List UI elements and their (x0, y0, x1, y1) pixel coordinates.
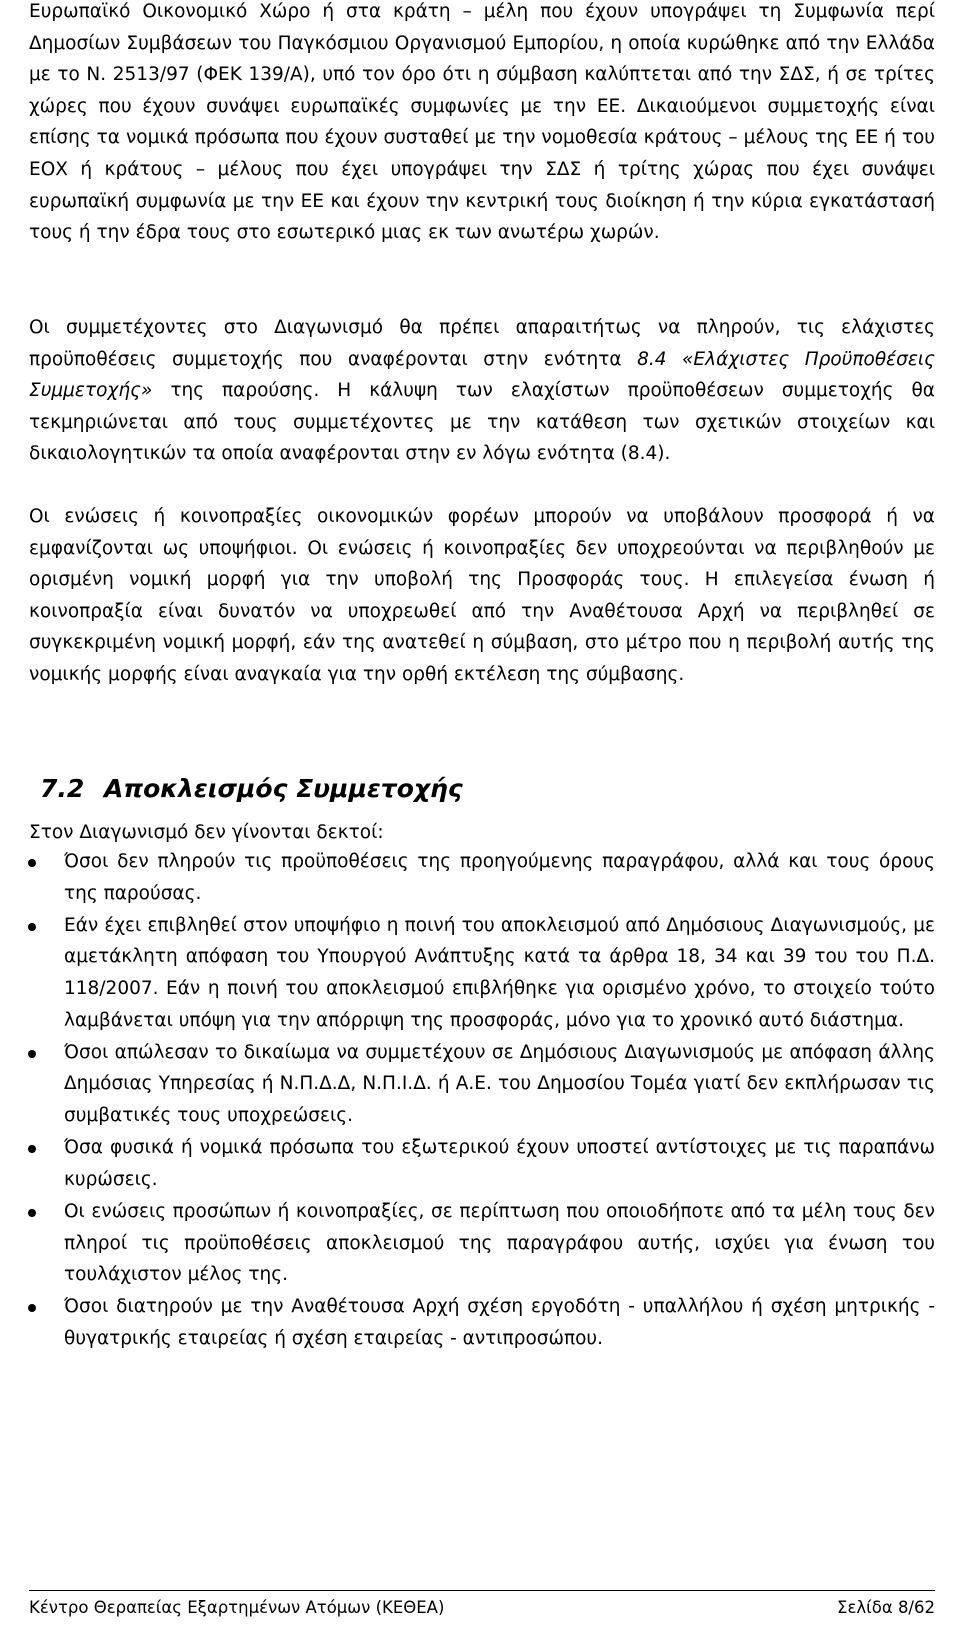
footer-organization: Κέντρο Θεραπείας Εξαρτημένων Ατόμων (ΚΕΘΕΑ) (29, 1598, 445, 1617)
exclusion-intro: Στον Διαγωνισμό δεν γίνονται δεκτοί: (29, 822, 384, 843)
list-item (0, 846, 935, 909)
footer-divider (29, 1590, 935, 1591)
list-item (0, 1132, 935, 1195)
list-item (0, 1291, 935, 1354)
paragraph-eligibility: Ευρωπαϊκό Οικονομικό Χώρο ή στα κράτη – μέλη που έχουν υπογράψει τη Συμφωνία περί Δημοσίων Συμβάσεων του Παγκόσμιου Οργανισμού Εμπορίου, η οποία κυρώθηκε από την Ελλάδα με το Ν. 2513/97 (ΦΕΚ 139/Α), υπό τον όρο ότι η σύμβαση καλύπτεται από την ΣΔΣ, ή σε τρίτες χώρες που έχουν συνάψει ευρωπαϊκές συμφωνίες με την ΕΕ. Δικαιούμενοι συμμετοχής είναι επίσης τα νομικά πρόσωπα που έχουν συσταθεί με την νομοθεσία κράτους – μέλους της ΕΕ ή του ΕΟΧ ή κράτους – μέλους που έχει υπογράψει την ΣΔΣ ή τρίτης χώρας που έχει συνάψει ευρωπαϊκή συμφωνία με την ΕΕ και έχουν την κεντρική τους διοίκηση ή την κύρια εγκατάστασή τους ή την έδρα τους στο εσωτερικό μιας εκ των ανωτέρω χωρών. (29, 1, 935, 244)
list-item (0, 1196, 935, 1291)
section-number: 7.2 (40, 774, 85, 803)
bullet-icon (28, 1304, 36, 1312)
list-item-text: Όσοι απώλεσαν το δικαίωμα να συμμετέχουν σε Δημόσιους Διαγωνισμούς με απόφαση άλλης Δημόσιας Υπηρεσίας ή Ν.Π.Δ.Δ, Ν.Π.Ι.Δ. ή Α.Ε. του Δημοσίου Τομέα γιατί δεν εκπλήρωσαν τις συμβατικές τους υποχρεώσεις. (64, 1041, 935, 1126)
section-heading (40, 772, 920, 806)
paragraph-2-text-before: Οι συμμετέχοντες στο Διαγωνισμό θα πρέπει απαραιτήτως να πληρούν, τις ελάχιστες προϋποθέσεις συμμετοχής που αναφέρονται στην ενότητα (29, 317, 935, 370)
list-item-text: Οι ενώσεις προσώπων ή κοινοπραξίες, σε περίπτωση που οποιοδήποτε από τα μέλη τους δεν πληροί τις προϋποθέσεις αποκλεισμού της παραγράφου αυτής, ισχύει για ένωση του τουλάχιστον μέλος της. (64, 1200, 935, 1286)
paragraph-minimum-requirements (29, 312, 935, 470)
bullet-icon (28, 1145, 36, 1153)
bullet-icon (28, 859, 36, 867)
paragraph-2-text-after: της παρούσης. Η κάλυψη των ελαχίστων προϋποθέσεων συμμετοχής θα τεκμηριώνεται από τους συμμετέχοντες με την κατάθεση των σχετικών στοιχείων και δικαιολογητικών τα οποία αναφέρονται στην εν λόγω ενότητα (8.4). (29, 380, 935, 465)
section-reference-8-4: 8.4 «Ελάχιστες Προϋποθέσεις Συμμετοχής» (29, 348, 935, 402)
list-item (0, 910, 935, 1036)
exclusion-list (0, 846, 935, 1355)
list-item-text: Όσοι διατηρούν με την Αναθέτουσα Αρχή σχέση εργοδότη - υπαλλήλου ή σχέση μητρικής - θυγατρικής εταιρείας ή σχέση εταιρείας - αντιπροσώπου. (64, 1296, 935, 1349)
section-title: Αποκλεισμός Συμμετοχής (104, 774, 463, 803)
list-item-text: Όσα φυσικά ή νομικά πρόσωπα του εξωτερικού έχουν υποστεί αντίστοιχες με τις παραπάνω κυρώσεις. (64, 1137, 935, 1190)
paragraph-consortia: Οι ενώσεις ή κοινοπραξίες οικονομικών φορέων μπορούν να υποβάλουν προσφορά ή να εμφανίζονται ως υποψήφιοι. Οι ενώσεις ή κοινοπραξίες δεν υποχρεούνται να περιβληθούν με ορισμένη νομική μορφή για την υποβολή της Προσφοράς τους. Η επιλεγείσα ένωση ή κοινοπραξία είναι δυνατόν να υποχρεωθεί από την Αναθέτουσα Αρχή να περιβληθεί σε συγκεκριμένη νομική μορφή, εάν της ανατεθεί η σύμβαση, στο μέτρο που η περιβολή αυτής της νομικής μορφής είναι αναγκαία για την ορθή εκτέλεση της σύμβασης. (29, 506, 935, 685)
bullet-icon (28, 923, 36, 931)
footer-page-number: Σελίδα 8/62 (837, 1598, 935, 1617)
list-item-text: Όσοι δεν πληρούν τις προϋποθέσεις της προηγούμενης παραγράφου, αλλά και τους όρους της παρούσας. (64, 851, 935, 904)
bullet-icon (28, 1050, 36, 1058)
list-item-text: Εάν έχει επιβληθεί στον υποψήφιο η ποινή του αποκλεισμού από Δημόσιους Διαγωνισμούς, με αμετάκλητη απόφαση του Υπουργού Ανάπτυξης κατά τα άρθρα 18, 34 και 39 του του Π.Δ. 118/2007. Εάν η ποινή του αποκλεισμού επιβλήθηκε για ορισμένο χρόνο, το στοιχείο τούτο λαμβάνεται υπόψη για την απόρριψη της προσφοράς, μόνο για το χρονικό αυτό διάστημα. (64, 914, 935, 1031)
bullet-icon (28, 1209, 36, 1217)
list-item (0, 1037, 935, 1132)
